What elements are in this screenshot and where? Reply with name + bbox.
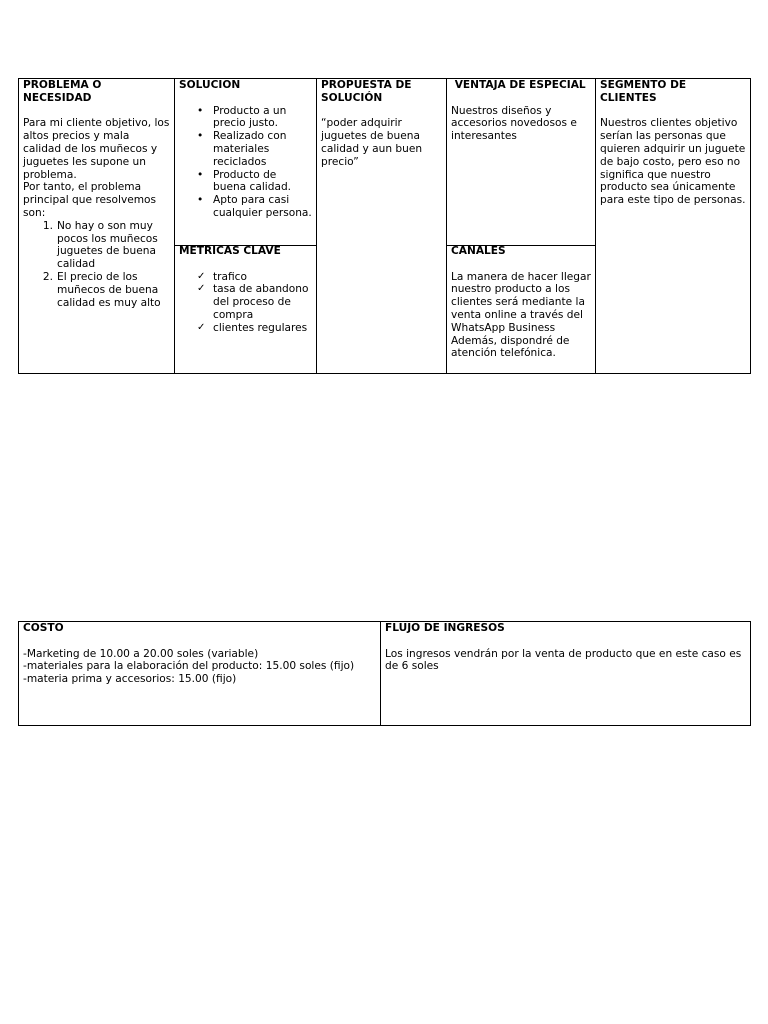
list-item-text: clientes regulares (213, 321, 308, 334)
ventaja-cell (447, 79, 595, 143)
solucion-list (179, 105, 312, 220)
costo-title: COSTO (23, 622, 64, 634)
solucion-title: SOLUCION (179, 79, 241, 91)
canales-text: La manera de hacer llegar nuestro producto a los clientes será mediante la venta online a través del WhatsApp Business (451, 270, 591, 334)
list-item (179, 169, 312, 195)
ventaja-title: VENTAJA DE ESPECIAL (451, 79, 586, 91)
list-item (23, 220, 170, 271)
ingresos-text: Los ingresos vendrán por la venta de producto que en este caso es de 6 soles (385, 647, 742, 673)
list-number: 1. (42, 219, 53, 232)
propuesta-text: “poder adquirir juguetes de buena calidad y aun buen precio” (321, 117, 423, 168)
list-item (179, 130, 312, 168)
problema-text: Por tanto, el problema principal que resolvemos son: (23, 181, 157, 219)
list-item-text: Producto de buena calidad. (213, 168, 292, 194)
list-item (179, 283, 312, 321)
costo-line: -Marketing de 10.00 a 20.00 soles (variable) (23, 647, 259, 660)
list-item-text: Realizado con materiales reciclados (213, 130, 287, 168)
metricas-cell (175, 245, 316, 335)
list-item-text: Producto a un precio justo. (213, 104, 287, 130)
segmento-title: SEGMENTO DE CLIENTES (600, 79, 687, 104)
problema-text: Para mi cliente objetivo, los altos precios y mala calidad de los muñecos y juguetes les supone un problema. (23, 117, 170, 181)
costo-line: -materiales para la elaboración del producto: 15.00 soles (fijo) (23, 660, 355, 673)
list-item (23, 271, 170, 309)
costo-cell (19, 622, 380, 686)
list-number: 2. (42, 270, 53, 283)
metricas-title: METRICAS CLAVE (179, 245, 281, 257)
canales-text: Además, dispondré de atención telefónica. (451, 334, 570, 360)
checkmark-icon: ✓ (197, 321, 206, 333)
lean-canvas-table (18, 78, 751, 374)
propuesta-cell (317, 79, 446, 169)
list-item-text: El precio de los muñecos de buena calidad es muy alto (57, 270, 161, 309)
ingresos-title: FLUJO DE INGRESOS (385, 622, 505, 634)
problema-list (23, 220, 170, 310)
propuesta-title: PROPUESTA DE SOLUCIÓN (321, 79, 412, 104)
ventaja-text: Nuestros diseños y accesorios novedosos e interesantes (451, 104, 577, 143)
costo-line: -materia prima y accesorios: 15.00 (fijo) (23, 673, 237, 686)
metricas-list (179, 271, 312, 335)
bullet-icon: • (197, 194, 204, 207)
checkmark-icon: ✓ (197, 270, 206, 282)
problema-cell (19, 79, 174, 309)
solucion-cell (175, 79, 316, 220)
canales-title: CANALES (451, 245, 506, 257)
bullet-icon: • (197, 130, 204, 143)
list-item-text: trafico (213, 270, 247, 283)
list-item (179, 105, 312, 131)
list-item-text: Apto para casi cualquier persona. (213, 194, 312, 219)
list-item (179, 322, 312, 335)
segmento-text: Nuestros clientes objetivo serían las personas que quieren adquirir un juguete de bajo costo, pero eso no significa que nuestro producto sea únicamente para este tipo de personas. (600, 117, 746, 207)
finance-table (18, 621, 751, 726)
canales-cell (447, 245, 595, 360)
list-item (179, 271, 312, 284)
list-item (179, 194, 312, 220)
problema-title: PROBLEMA O NECESIDAD (23, 79, 102, 104)
bullet-icon: • (197, 168, 204, 181)
segmento-cell (596, 79, 750, 207)
list-item-text: tasa de abandono del proceso de compra (213, 283, 309, 321)
checkmark-icon: ✓ (197, 283, 206, 295)
ingresos-cell (381, 622, 750, 673)
bullet-icon: • (197, 104, 204, 117)
list-item-text: No hay o son muy pocos los muñecos juguetes de buena calidad (57, 219, 158, 271)
